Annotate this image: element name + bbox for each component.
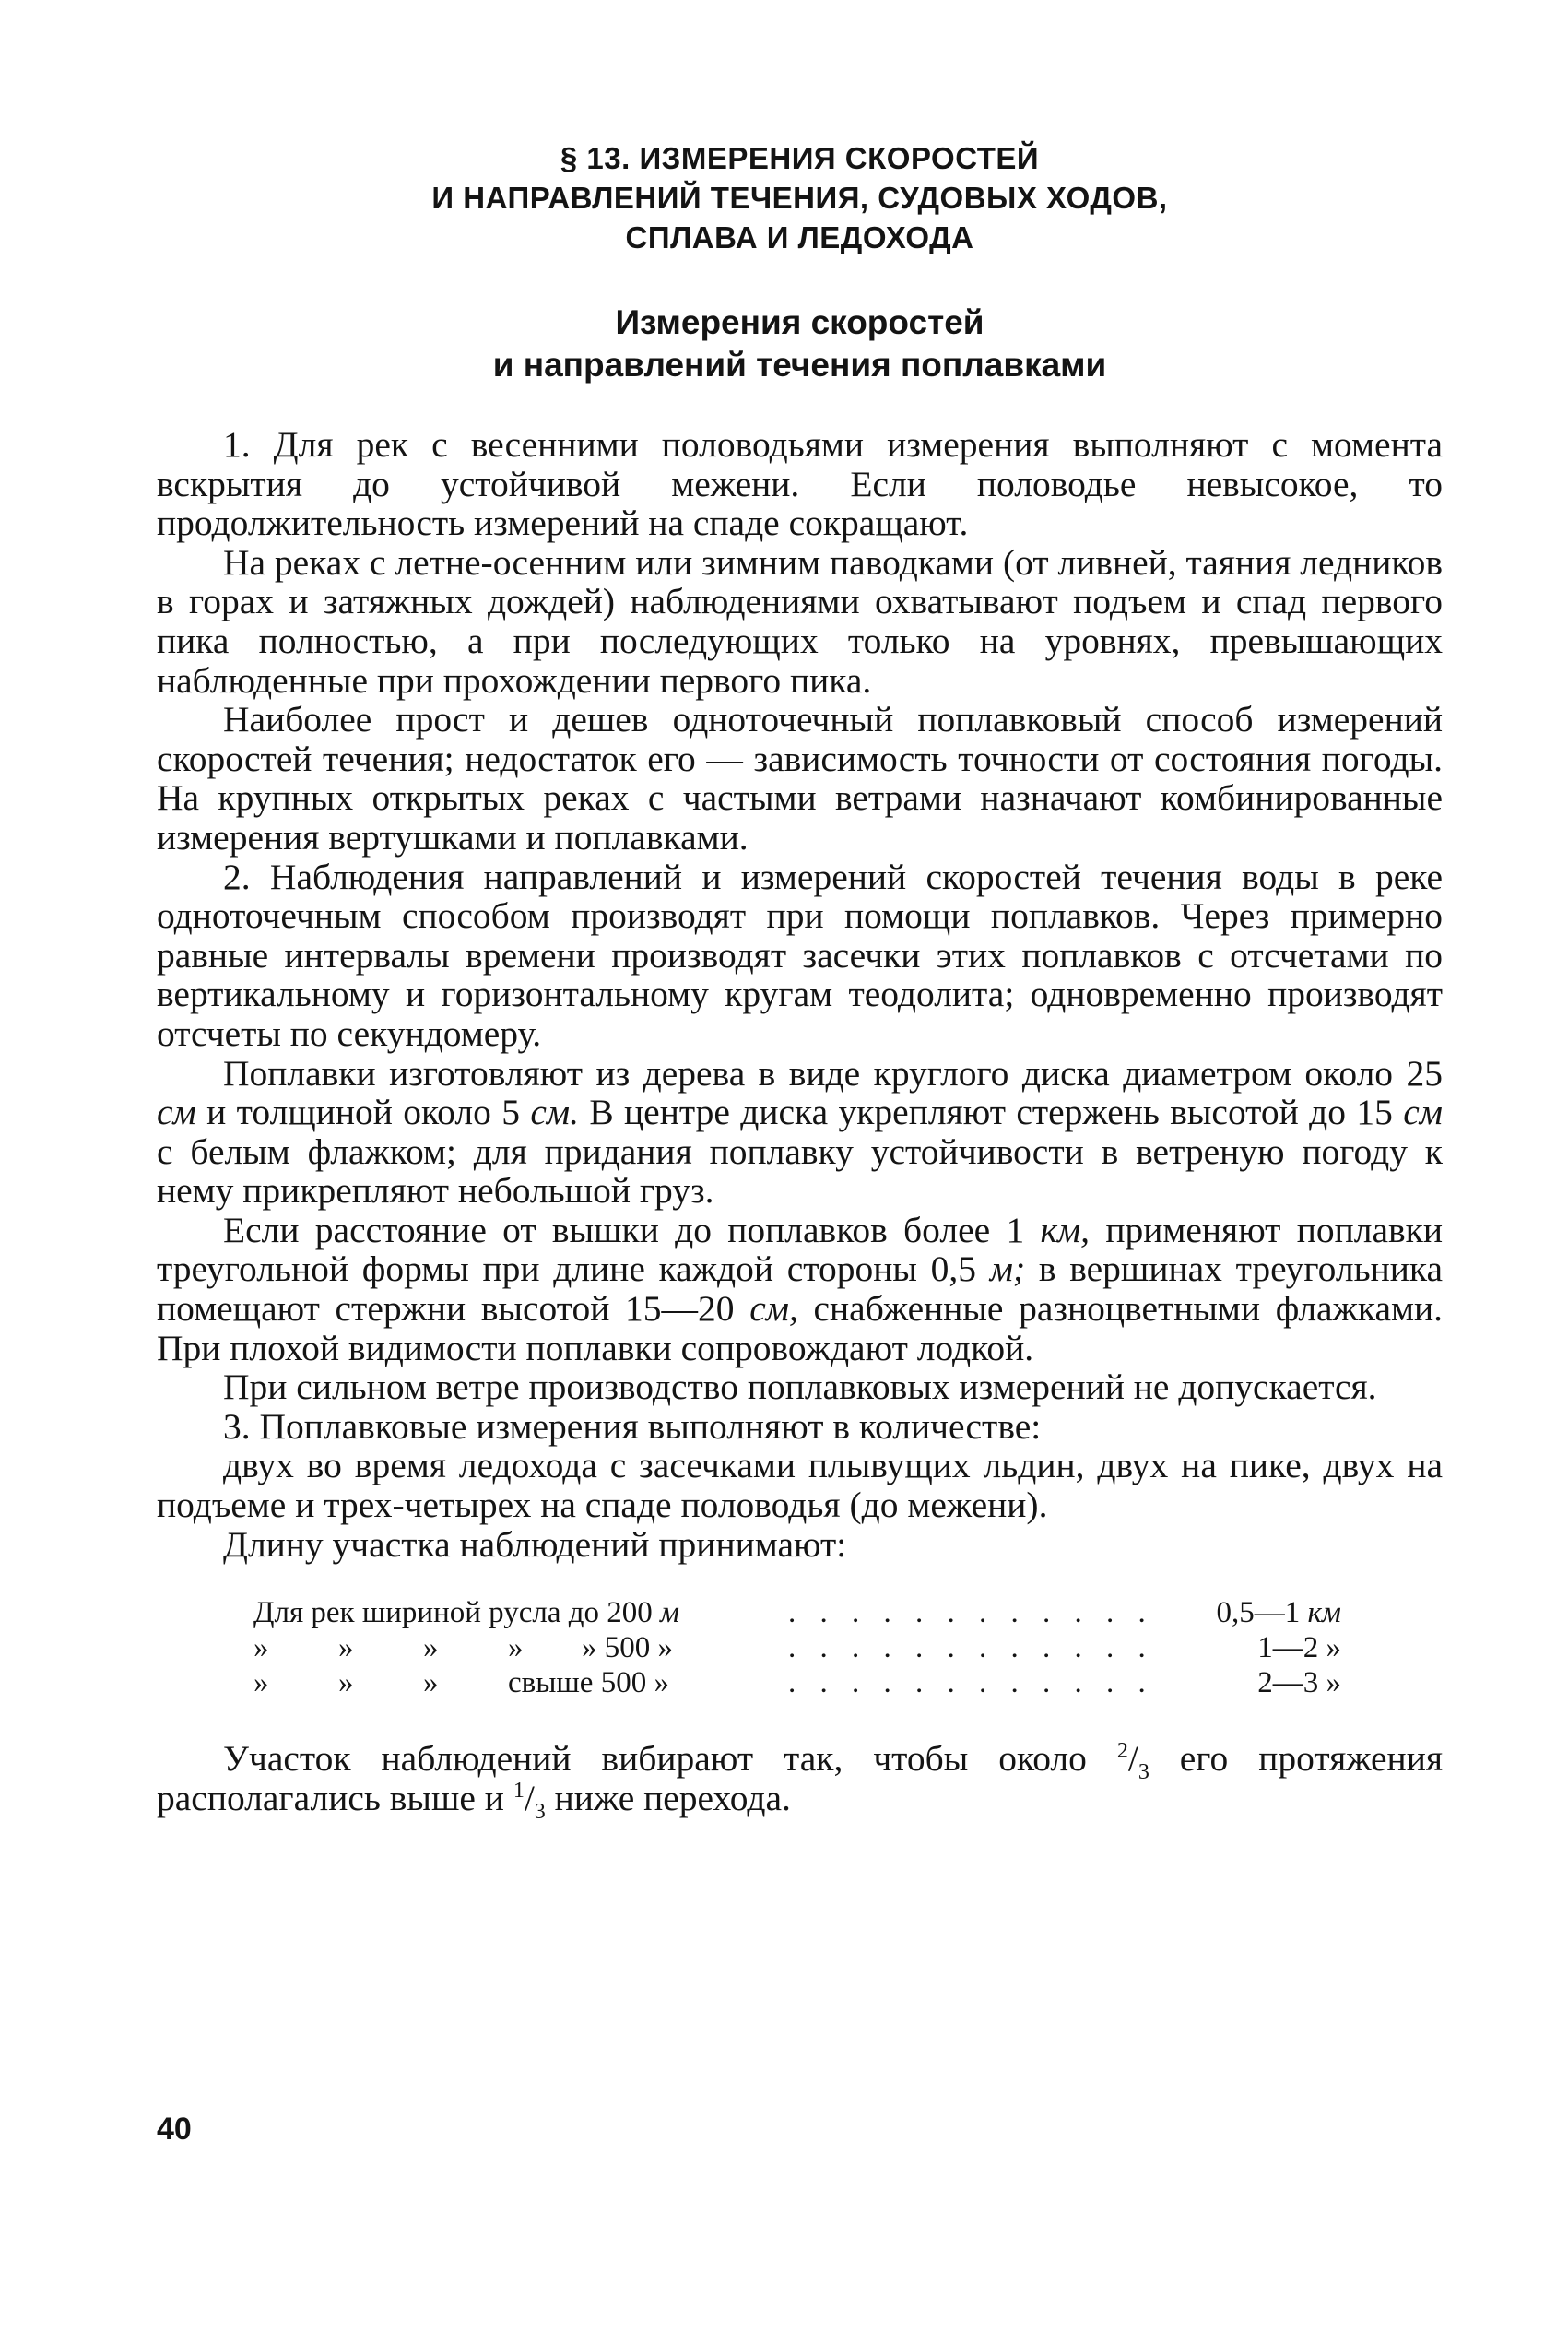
- text-run: применяют поплавки треугольной формы при длине каждой стороны 0,5: [157, 1209, 1443, 1290]
- text-run: его протяжения располагались выше и: [157, 1738, 1444, 1818]
- paragraph: Наиболее прост и дешев одноточечный поплавковый способ измерений скоростей течения; недостаток его — зависимость точности от состояния погоды. На крупных открытых реках с частыми ветрами назначают комбинированные измерения вертушками и поплавками.: [157, 699, 1443, 858]
- unit-text: см: [157, 1092, 196, 1133]
- label-text: Для рек шириной русла до 200: [253, 1596, 661, 1630]
- leader-dots: . . . . . . . . . . . .: [788, 1631, 1154, 1665]
- text-run: с белым флажком; для придания поплавку устойчивости в ветреную погоду к нему прикрепляют небольшой груз.: [157, 1130, 1443, 1212]
- ditto-mark: »: [338, 1631, 354, 1665]
- text-run: Участок наблюдений вибирают так, чтобы около: [223, 1738, 1117, 1780]
- unit-text: м;: [989, 1248, 1026, 1290]
- leader-dots: . . . . . . . . . . . .: [788, 1596, 1154, 1630]
- fraction: $^2/_3$: [1116, 1738, 1149, 1785]
- text-run: Если расстояние от вышки до поплавков более 1: [223, 1209, 1041, 1250]
- unit-text: м: [660, 1596, 680, 1630]
- unit-text: км: [1307, 1596, 1341, 1630]
- paragraph-floats: [157, 1054, 1443, 1211]
- paragraph-distance: [157, 1211, 1443, 1367]
- page-number: 40: [157, 2112, 192, 2147]
- table-row: [157, 1595, 1443, 1630]
- text-run: и толщиной около 5: [195, 1092, 531, 1133]
- text-run: Поплавки изготовляют из дерева в виде круглого диска диаметром около 25: [223, 1052, 1443, 1094]
- text-run: ниже перехода.: [545, 1777, 791, 1818]
- fraction-denominator: 3: [1138, 1760, 1149, 1785]
- unit-text: км,: [1040, 1209, 1091, 1250]
- ditto-mark: »: [338, 1666, 354, 1700]
- ditto-mark: »: [253, 1666, 269, 1700]
- table-value: [1175, 1595, 1341, 1630]
- label-text: » 500 »: [582, 1631, 673, 1665]
- unit-text: см: [1403, 1092, 1443, 1133]
- table-row: [157, 1665, 1443, 1700]
- section-heading-line: СПЛАВА И ЛЕДОХОДА: [625, 220, 974, 254]
- table-label: [253, 1595, 788, 1630]
- ditto-mark: »: [253, 1631, 269, 1665]
- body-text: [157, 424, 1444, 1824]
- paragraph: 2. Наблюдения направлений и измерений скоростей течения воды в реке одноточечным способом производят при помощи поплавков. Через примерно равные интервалы времени производят засечки этих поплавков с отсчетами по вертикальному и горизонтальному кругам теодолита; одновременно производят отсчеты по секундомеру.: [157, 856, 1443, 1054]
- paragraph: На реках с летне-осенним или зимним паводками (от ливней, таяния ледников в горах и затяжных дождей) наблюдениями охватывают подъем и спад первого пика полностью, а при последующих только на уровнях, превышающих наблюденные при прохождении первого пика.: [157, 541, 1443, 701]
- length-table: [157, 1595, 1443, 1700]
- paragraph: двух во время ледохода с засечками плывущих льдин, двух на пике, двух на подъеме и трех-четырех на спаде половодья (до межени).: [157, 1445, 1443, 1526]
- fraction: $^1/_3$: [513, 1777, 546, 1824]
- subheading-line: и направлений течения поплавками: [492, 346, 1107, 384]
- ditto-mark: »: [423, 1631, 439, 1665]
- paragraph: При сильном ветре производство поплавковых измерений не допускается.: [223, 1367, 1377, 1408]
- ditto-mark: »: [423, 1666, 439, 1700]
- text-run: В центре диска укрепляют стержень высотой до 15: [578, 1092, 1404, 1133]
- text-run: снабженные разноцветными флажками. При плохой видимости поплавки сопровождают лодкой.: [157, 1288, 1443, 1368]
- table-value: 2—3 »: [1257, 1666, 1341, 1700]
- paragraph: 1. Для рек с весенними половодьями измерения выполняют с момента вскрытия до устойчивой межени. Если половодье невысокое, то продолжительность измерений на спаде сокращают.: [157, 424, 1443, 544]
- table-label: [253, 1630, 788, 1665]
- paragraph: 3. Поплавковые измерения выполняют в количестве:: [223, 1405, 1042, 1447]
- unit-text: см,: [749, 1288, 798, 1330]
- fraction-numerator: 2: [1116, 1739, 1128, 1764]
- table-value: 1—2 »: [1257, 1631, 1341, 1665]
- ditto-mark: »: [508, 1631, 524, 1665]
- label-text: свыше 500 »: [508, 1666, 669, 1700]
- section-heading: [157, 138, 1443, 257]
- section-heading-line: И НАПРАВЛЕНИЙ ТЕЧЕНИЯ, СУДОВЫХ ХОДОВ,: [431, 181, 1168, 215]
- paragraph-last: [157, 1738, 1444, 1824]
- table-row: [157, 1630, 1443, 1665]
- fraction-numerator: 1: [513, 1778, 525, 1803]
- subheading: [157, 302, 1443, 386]
- section-heading-line: § 13. ИЗМЕРЕНИЯ СКОРОСТЕЙ: [560, 141, 1040, 175]
- value-text: 0,5—1: [1216, 1596, 1308, 1630]
- leader-dots: . . . . . . . . . . . .: [788, 1666, 1154, 1700]
- paragraph: Длину участка наблюдений принимают:: [223, 1523, 847, 1565]
- table-label: [253, 1665, 788, 1700]
- text-block: [157, 138, 1444, 1824]
- text-run: в вершинах треугольника помещают стержни высотой 15—20: [157, 1248, 1443, 1330]
- subheading-line: Измерения скоростей: [615, 303, 984, 341]
- unit-text: см.: [530, 1092, 579, 1133]
- fraction-denominator: 3: [534, 1799, 546, 1824]
